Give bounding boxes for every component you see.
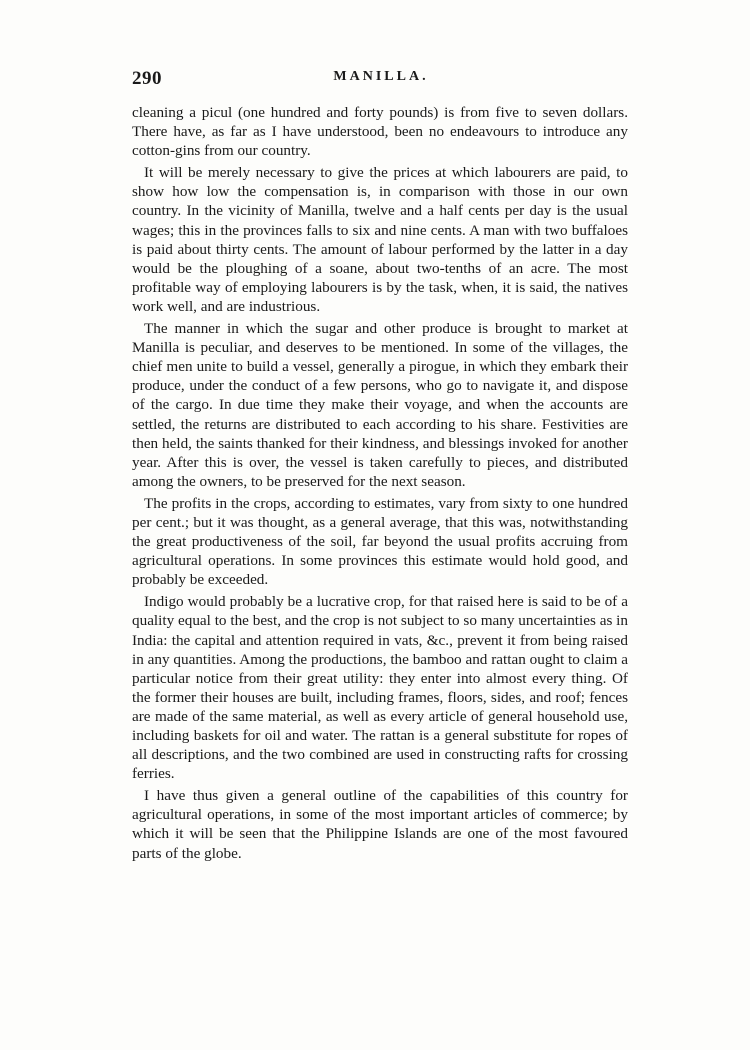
running-head [132, 68, 630, 92]
running-title: MANILLA. [333, 69, 429, 84]
paragraph-indigo: Indigo would probably be a lucrative crop, for that raised here is said to be of a quality equal to the best, and the crop is not subject to so many uncertainties as in India: the capital and attention required in vats, &c., prevent it from being raised in any quantities. Among the productions, the bamboo and rattan ought to claim a particular notice from their great utility: they enter into almost every thing. Of the former their houses are built, including frames, floors, sides, and roof; fences are made of the same material, as well as every article of general household use, including baskets for oil and water. The rattan is a general substitute for ropes of all descriptions, and the two combined are used in constructing rafts for crossing ferries. [132, 593, 628, 783]
paragraph-conclusion: I have thus given a general outline of the capabilities of this country for agricultural operations, in some of the most important articles of commerce; by which it will be seen that the Philippine Islands are one of the most favoured parts of the globe. [132, 787, 628, 862]
paragraph-crop-profits: The profits in the crops, according to estimates, vary from sixty to one hundred per cent.; but it was thought, as a general average, that this was, notwithstanding the great productiveness of the soil, far beyond the usual profits accruing from agricultural operations. In some provinces this estimate would hold good, and probably be exceeded. [132, 494, 628, 589]
page-number: 290 [132, 68, 162, 89]
paragraph-produce-market: The manner in which the sugar and other produce is brought to market at Manilla is peculiar, and deserves to be mentioned. In some of the villages, the chief men unite to build a vessel, generally a pirogue, in which they embark their produce, under the conduct of a few persons, who go to navigate it, and dispose of the cargo. In due time they make their voyage, and when the accounts are settled, the returns are distributed to each according to his share. Festivities are then held, the saints thanked for their kindness, and blessings invoked for another year. After this is over, the vessel is taken carefully to pieces, and distributed among the owners, to be preserved for the next season. [132, 320, 628, 490]
page-body [132, 103, 628, 866]
paragraph-labourers: It will be merely necessary to give the prices at which labourers are paid, to show how low the compensation is, in comparison with those in our own country. In the vicinity of Manilla, twelve and a half cents per day is the usual wages; this in the provinces falls to six and nine cents. A man with two buffaloes is paid about thirty cents. The amount of labour performed by the latter in a day would be the ploughing of a soane, about two-tenths of an acre. The most profitable way of employing labourers is by the task, when, it is said, the natives work well, and are industrious. [132, 164, 628, 315]
paragraph-continued: cleaning a picul (one hundred and forty pounds) is from five to seven dollars. There have, as far as I have understood, been no endeavours to introduce any cotton-gins from our country. [132, 104, 628, 160]
